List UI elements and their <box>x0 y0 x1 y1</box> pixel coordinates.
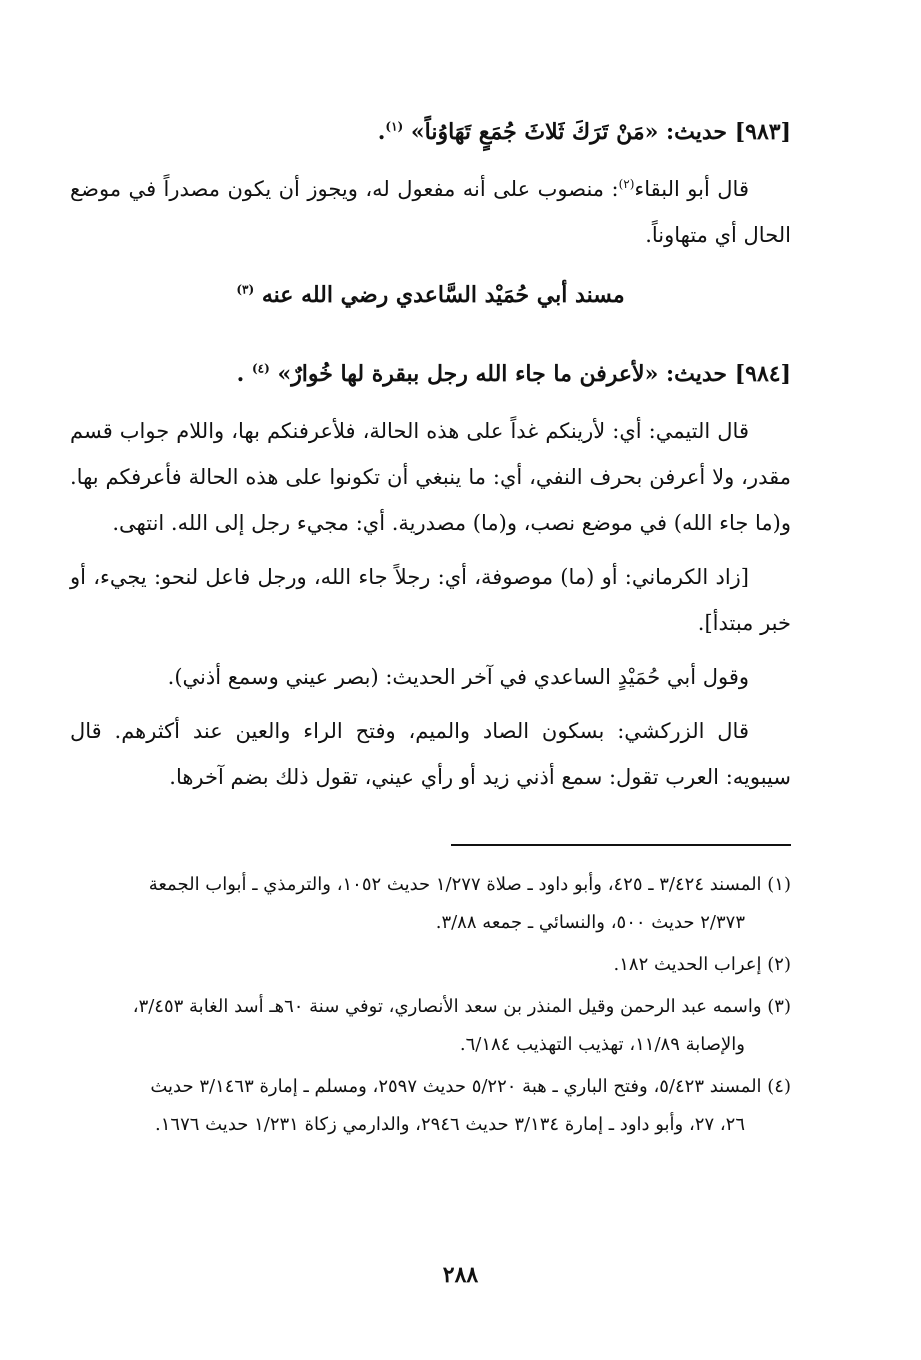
hadith-text: «مَنْ تَرَكَ ثَلاثَ جُمَعٍ تَهَاوُناً» <box>410 119 659 145</box>
footnote-ref: (٢) <box>618 177 635 191</box>
footnote-text: (٣) واسمه عبد الرحمن وقيل المنذر بن سعد الأنصاري، توفي سنة ٦٠هـ أسد الغابة ٣/٤٥٣، <box>132 996 791 1017</box>
hadith-end: . <box>236 361 245 387</box>
paragraph-taymi: قال التيمي: أي: لأرينكم غداً على هذه الحالة، فلأعرفنكم بها، واللام جواب قسم مقدر، ولا أعرفن بحرف النفي، أي: ما ينبغي أن تكونوا على هذه الحالة فأعرفكم بها. و(ما جاء الله) في موضع نصب، و(ما) مصدرية. أي: مجيء رجل إلى الله. انتهى. <box>70 419 791 535</box>
footnote-text: ٢/٣٧٣ حديث ٥٠٠، والنسائي ـ جمعه ٣/٨٨. <box>435 912 745 933</box>
hadith-984 <box>70 354 791 394</box>
footnote-divider <box>451 844 791 846</box>
footnote-3 <box>70 988 791 1064</box>
footnote-1 <box>70 866 791 942</box>
footnote-text: ٢٦، ٢٧، وأبو داود ـ إمارة ٣/١٣٤ حديث ٢٩٤٦، والدارمي زكاة ١/٢٣١ حديث ١٦٧٦. <box>155 1114 745 1135</box>
section-title <box>70 274 791 316</box>
hadith-label: حديث: <box>666 361 728 387</box>
paragraph-text: قال أبو البقاء <box>634 177 749 201</box>
page-number: ٢٨٨ <box>442 1262 479 1288</box>
paragraph-kirmani: [زاد الكرماني: أو (ما) موصوفة، أي: رجلاً جاء الله، ورجل فاعل لنحو: يجيء، أو خبر مبتدأ]. <box>70 565 791 635</box>
paragraph-abu-humaid: وقول أبي حُمَيْدٍ الساعدي في آخر الحديث: (بصر عيني وسمع أذني). <box>167 665 749 689</box>
hadith-label: حديث: <box>666 119 728 145</box>
hadith-number: [٩٨٣] <box>734 119 791 145</box>
paragraph-abu-baqa <box>70 166 791 258</box>
footnote-text: (١) المسند ٣/٤٢٤ ـ ٤٢٥، وأبو داود ـ صلاة ١/٢٧٧ حديث ١٠٥٢، والترمذي ـ أبواب الجمعة <box>148 874 791 895</box>
footnote-4 <box>70 1068 791 1144</box>
hadith-983: [٩٨٣] حديث: «مَنْ تَرَكَ ثَلاثَ جُمَعٍ تَهَاوُناً» $^{(١)}$. <box>377 119 791 145</box>
hadith-number: [٩٨٤] <box>734 361 791 387</box>
footnote-2 <box>70 946 791 984</box>
footnote-text: (٢) إعراب الحديث ١٨٢. <box>613 954 791 975</box>
hadith-text: «لأعرفن ما جاء الله رجل ببقرة لها خُوارٌ» <box>277 361 659 387</box>
paragraph-text: : منصوب على أنه مفعول له، ويجوز أن يكون مصدراً في موضع الحال أي متهاوناً. <box>70 177 791 247</box>
footnote-text: (٤) المسند ٥/٤٢٣، وفتح الباري ـ هبة ٥/٢٢٠ حديث ٢٥٩٧، ومسلم ـ إمارة ٣/١٤٦٣ حديث <box>150 1076 791 1097</box>
footnote-ref: (١) <box>385 119 404 134</box>
footnote-ref: (٣) <box>236 282 255 297</box>
section-title-text: مسند أبي حُمَيْد السَّاعدي رضي الله عنه <box>261 282 625 308</box>
footnote-ref: (٤) <box>251 361 270 376</box>
footnote-text: والإصابة ١١/٨٩، تهذيب التهذيب ٦/١٨٤. <box>459 1034 745 1055</box>
paragraph-zarkashi: قال الزركشي: بسكون الصاد والميم، وفتح الراء والعين عند أكثرهم. قال سيبويه: العرب تقول: سمع أذني زيد أو رأي عيني، تقول ذلك بضم آخرها. <box>70 719 791 789</box>
